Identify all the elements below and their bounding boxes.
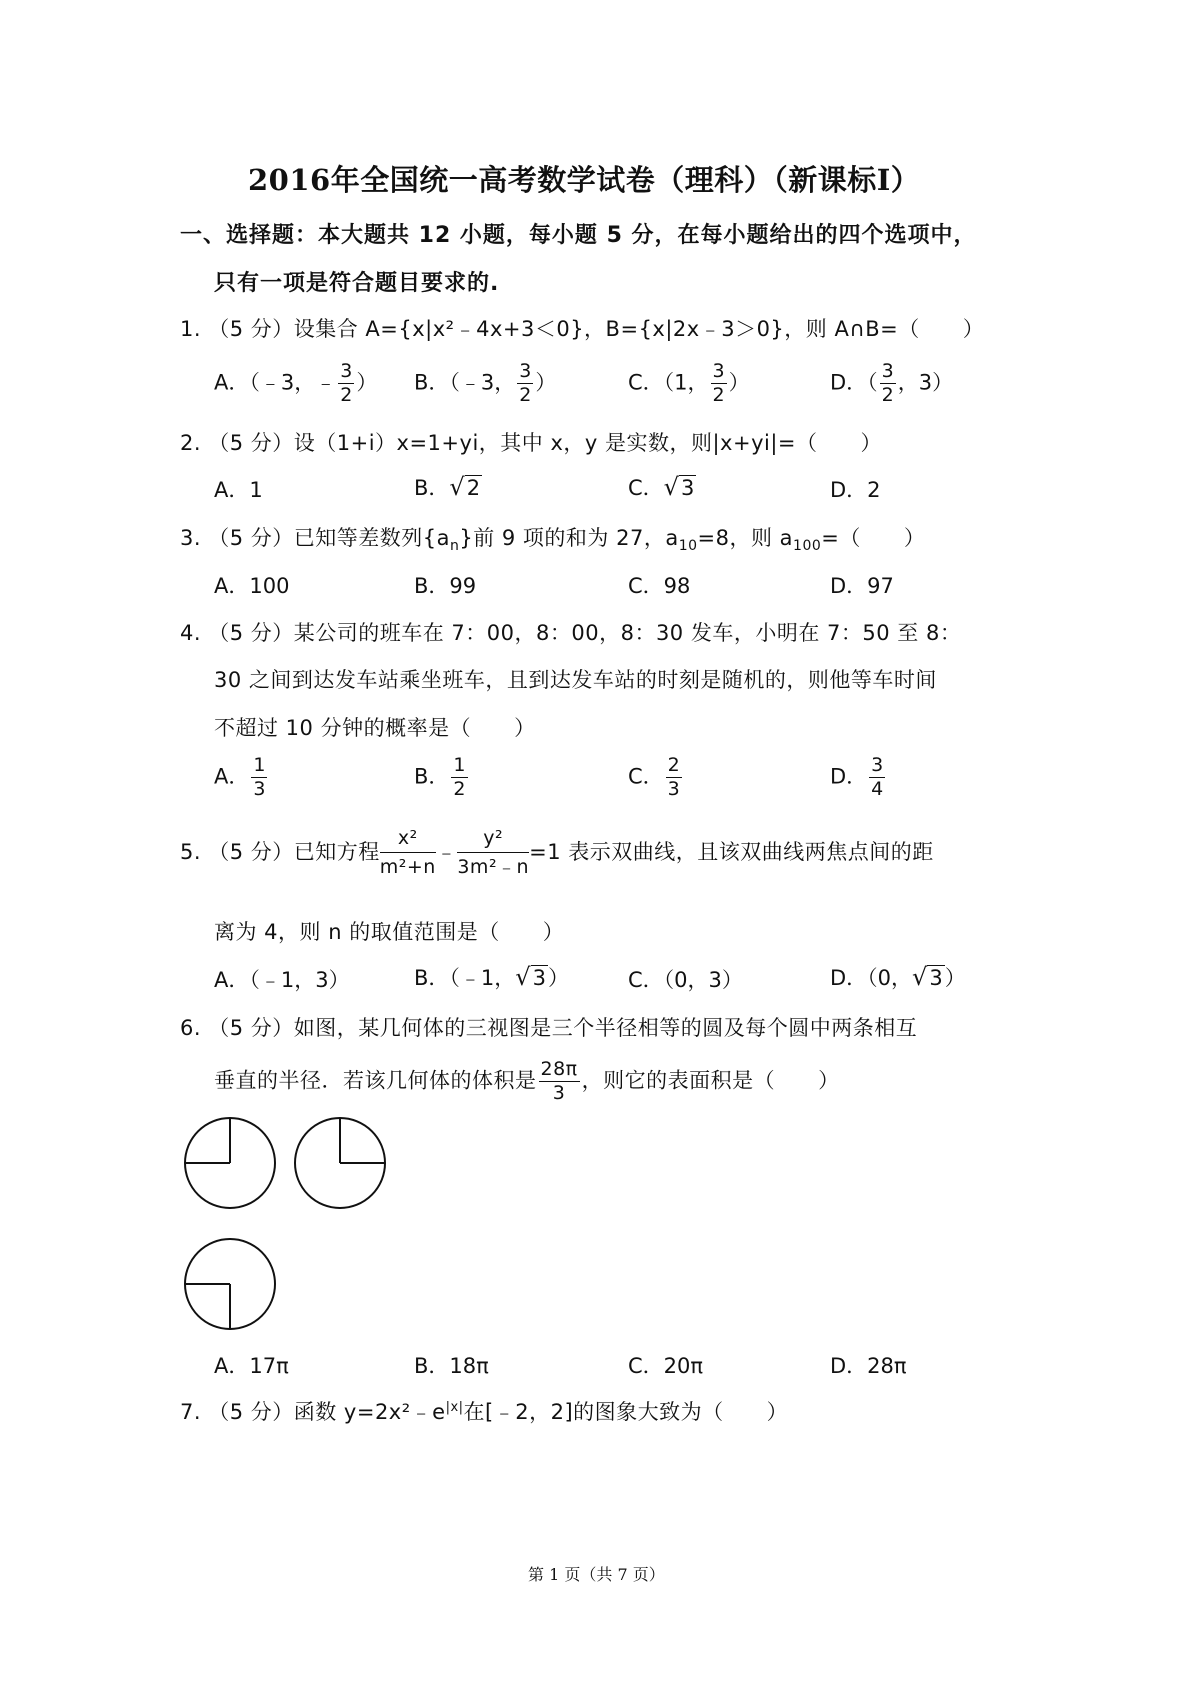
page-title: 2016年全国统一高考数学试卷（理科）（新课标Ⅰ） xyxy=(248,163,921,197)
q4-option-b: B． $\frac{1}{2}$ xyxy=(414,754,466,800)
side-view-circle xyxy=(295,1118,385,1208)
top-view-circle xyxy=(185,1239,275,1329)
q1-option-b: B．（﹣3， $\frac{3}{2}$ ） xyxy=(414,360,557,406)
fraction: $\frac{28\pi}{3}$ xyxy=(540,1058,578,1104)
q5-option-d: D．（0，√3） xyxy=(830,963,966,991)
q5-option-a: A．（﹣1，3） xyxy=(214,968,350,992)
front-view-circle xyxy=(185,1118,275,1208)
question-4: 4. （5 分）某公司的班车在 7：00，8：00，8：30 发车，小明在 7：50 至 8： xyxy=(180,621,962,645)
q4-option-c: C． $\frac{2}{3}$ xyxy=(628,754,680,800)
sqrt: √3 xyxy=(515,963,546,991)
fraction: $\frac{3}{2}$ xyxy=(712,360,725,406)
q4-option-d: D． $\frac{3}{4}$ xyxy=(830,754,884,800)
fraction: $\frac{\text{x²}}{\text{m²+n}}$ xyxy=(379,827,436,878)
fraction: $\frac{2}{3}$ xyxy=(667,754,680,800)
q6-option-a: A．17π xyxy=(214,1354,289,1378)
q5-option-b: B．（﹣1，√3） xyxy=(414,963,569,991)
question-5-line2: 离为 4，则 n 的取值范围是（ ） xyxy=(214,920,565,944)
question-4-line3: 不超过 10 分钟的概率是（ ） xyxy=(214,716,536,740)
sqrt: √3 xyxy=(912,963,943,991)
q1-option-a: A．（﹣3，﹣ $\frac{3}{2}$ ） xyxy=(214,360,378,406)
q3-option-c: C．98 xyxy=(628,574,691,598)
q1-option-c: C．（1， $\frac{3}{2}$ ） xyxy=(628,360,750,406)
question-4-line2: 30 之间到达发车站乘坐班车，且到达发车站的时刻是随机的，则他等车时间 xyxy=(214,668,937,692)
three-view-figure xyxy=(180,1115,400,1340)
question-2: 2. （5 分）设（1+i）x=1+yi，其中 x，y 是实数，则|x+yi|=（ ） xyxy=(180,431,883,455)
fraction: $\frac{3}{2}$ xyxy=(340,360,353,406)
q3-option-d: D．97 xyxy=(830,574,894,598)
fraction: $\frac{\text{y²}}{\text{3m²﹣n}}$ xyxy=(457,827,530,878)
q2-option-b: B．√2 xyxy=(414,473,481,501)
question-6: 6. （5 分）如图，某几何体的三视图是三个半径相等的圆及每个圆中两条相互 xyxy=(180,1016,918,1040)
q3-option-b: B．99 xyxy=(414,574,477,598)
section-heading-line2: 只有一项是符合题目要求的. xyxy=(214,271,500,296)
question-7: 7. （5 分）函数 $y=2x^2﹣e^{|x|}$在[﹣2，2]的图象大致为（ ） xyxy=(180,1400,789,1424)
q4-option-a: A． $\frac{1}{3}$ xyxy=(214,754,266,800)
section-heading: 一、选择题：本大题共 12 小题，每小题 5 分，在每小题给出的四个选项中， xyxy=(180,223,977,248)
fraction: $\frac{3}{2}$ xyxy=(881,360,894,406)
q3-option-a: A．100 xyxy=(214,574,290,598)
question-5: 5. （5 分）已知方程 $\frac{\text{x²}}{\text{m²+n}}$ ﹣ $\frac{\text{y²}}{\text{3m²﹣n}}$ =1 表示双曲线，且该双曲线两焦点间的距 xyxy=(180,827,934,878)
q6-option-d: D．28π xyxy=(830,1354,907,1378)
fraction: $\frac{3}{4}$ xyxy=(871,754,884,800)
q2-option-d: D．2 xyxy=(830,478,881,502)
question-6-line2: 垂直的半径．若该几何体的体积是 $\frac{28\pi}{3}$ ，则它的表面积是（ ） xyxy=(214,1058,840,1104)
q6-option-c: C．20π xyxy=(628,1354,704,1378)
q2-option-c: C．√3 xyxy=(628,473,695,501)
sqrt: √3 xyxy=(663,473,695,501)
question-1: 1. （5 分）设集合 A={x|x²﹣4x+3＜0}，B={x|2x﹣3＞0}，则 A∩B=（ ） xyxy=(180,317,985,341)
page-footer: 第 1 页（共 7 页） xyxy=(528,1565,665,1584)
q5-option-c: C．（0，3） xyxy=(628,968,743,992)
question-3: 3. （5 分）已知等差数列$\{a_n\}$前 9 项的和为 27，$a_{10}=8$，则 $a_{100}=$（ ） xyxy=(180,526,926,555)
q1-option-d: D．（ $\frac{3}{2}$ ，3） xyxy=(830,360,954,406)
q6-option-b: B．18π xyxy=(414,1354,489,1378)
q2-option-a: A．1 xyxy=(214,478,263,502)
sqrt: √2 xyxy=(449,473,481,501)
fraction: $\frac{3}{2}$ xyxy=(519,360,532,406)
fraction: $\frac{1}{3}$ xyxy=(253,754,266,800)
fraction: $\frac{1}{2}$ xyxy=(453,754,466,800)
